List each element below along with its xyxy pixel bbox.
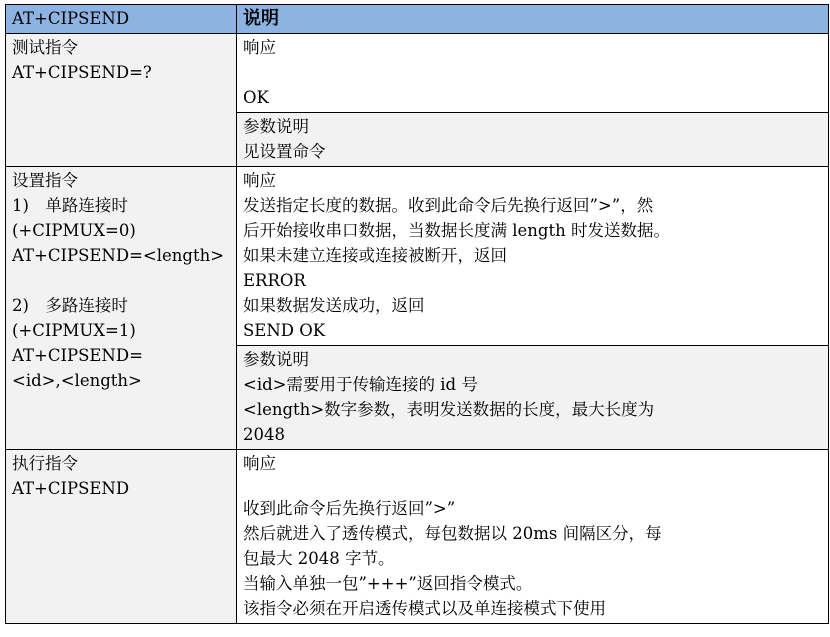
set-response-line: 后开始接收串口数据，当数据长度满 length 时发送数据。: [243, 221, 670, 240]
set-param-line: <id>需要用于传输连接的 id 号: [243, 375, 478, 394]
set-single-mux: (+CIPMUX=0): [12, 221, 136, 240]
test-cmd: AT+CIPSEND=?: [12, 63, 152, 82]
exec-cmd: AT+CIPSEND: [12, 479, 130, 498]
header-command-cell: AT+CIPSEND: [6, 5, 237, 34]
set-multi-label: 2) 多路连接时: [12, 296, 128, 315]
set-params-cell: [237, 346, 829, 450]
set-response-line: 如果数据发送成功，返回: [243, 296, 425, 315]
test-params-cell: [237, 113, 829, 167]
set-multi-mux: (+CIPMUX=1): [12, 321, 136, 340]
exec-response-line: 然后就进入了透传模式，每包数据以 20ms 间隔区分，每: [243, 524, 662, 543]
test-response-label: 响应: [243, 38, 276, 57]
set-response-cell: [237, 167, 829, 346]
exec-response-cell: [237, 450, 829, 624]
set-command-cell: [6, 167, 237, 450]
exec-response-line: 该指令必须在开启透传模式以及单连接模式下使用: [243, 599, 606, 618]
set-response-line: 发送指定长度的数据。收到此命令后先换行返回”>”，然: [243, 196, 654, 215]
set-row-response: [6, 167, 829, 346]
exec-response-line: 当输入单独一包”+++”返回指令模式。: [243, 574, 533, 593]
set-single-cmd: AT+CIPSEND=<length>: [12, 246, 225, 265]
exec-title: 执行指令: [12, 454, 78, 473]
test-row-response: [6, 34, 829, 113]
exec-response-line: 收到此命令后先换行返回”>”: [243, 499, 456, 518]
exec-command-cell: [6, 450, 237, 624]
table-header-row: [6, 5, 829, 34]
test-params-text: 见设置命令: [243, 142, 326, 161]
exec-response-label: 响应: [243, 454, 276, 473]
set-params-label: 参数说明: [243, 350, 309, 369]
test-title: 测试指令: [12, 38, 78, 57]
set-response-label: 响应: [243, 171, 276, 190]
command-table: [5, 4, 829, 624]
test-response-value: OK: [243, 88, 269, 107]
exec-response-line: 包最大 2048 字节。: [243, 549, 395, 568]
set-response-line: 如果未建立连接或连接被断开，返回: [243, 246, 507, 265]
set-multi-cmd-2: <id>,<length>: [12, 371, 142, 390]
exec-row: [6, 450, 829, 624]
test-command-cell: [6, 34, 237, 167]
header-description-cell: 说明: [237, 5, 829, 34]
set-response-line: ERROR: [243, 271, 306, 290]
set-title: 设置指令: [12, 171, 78, 190]
test-params-label: 参数说明: [243, 117, 309, 136]
set-single-label: 1) 单路连接时: [12, 196, 128, 215]
set-multi-cmd-1: AT+CIPSEND=: [12, 346, 143, 365]
set-response-line: SEND OK: [243, 321, 326, 340]
set-param-line: <length>数字参数，表明发送数据的长度，最大长度为: [243, 400, 655, 419]
test-response-cell: [237, 34, 829, 113]
set-param-line: 2048: [243, 425, 285, 444]
